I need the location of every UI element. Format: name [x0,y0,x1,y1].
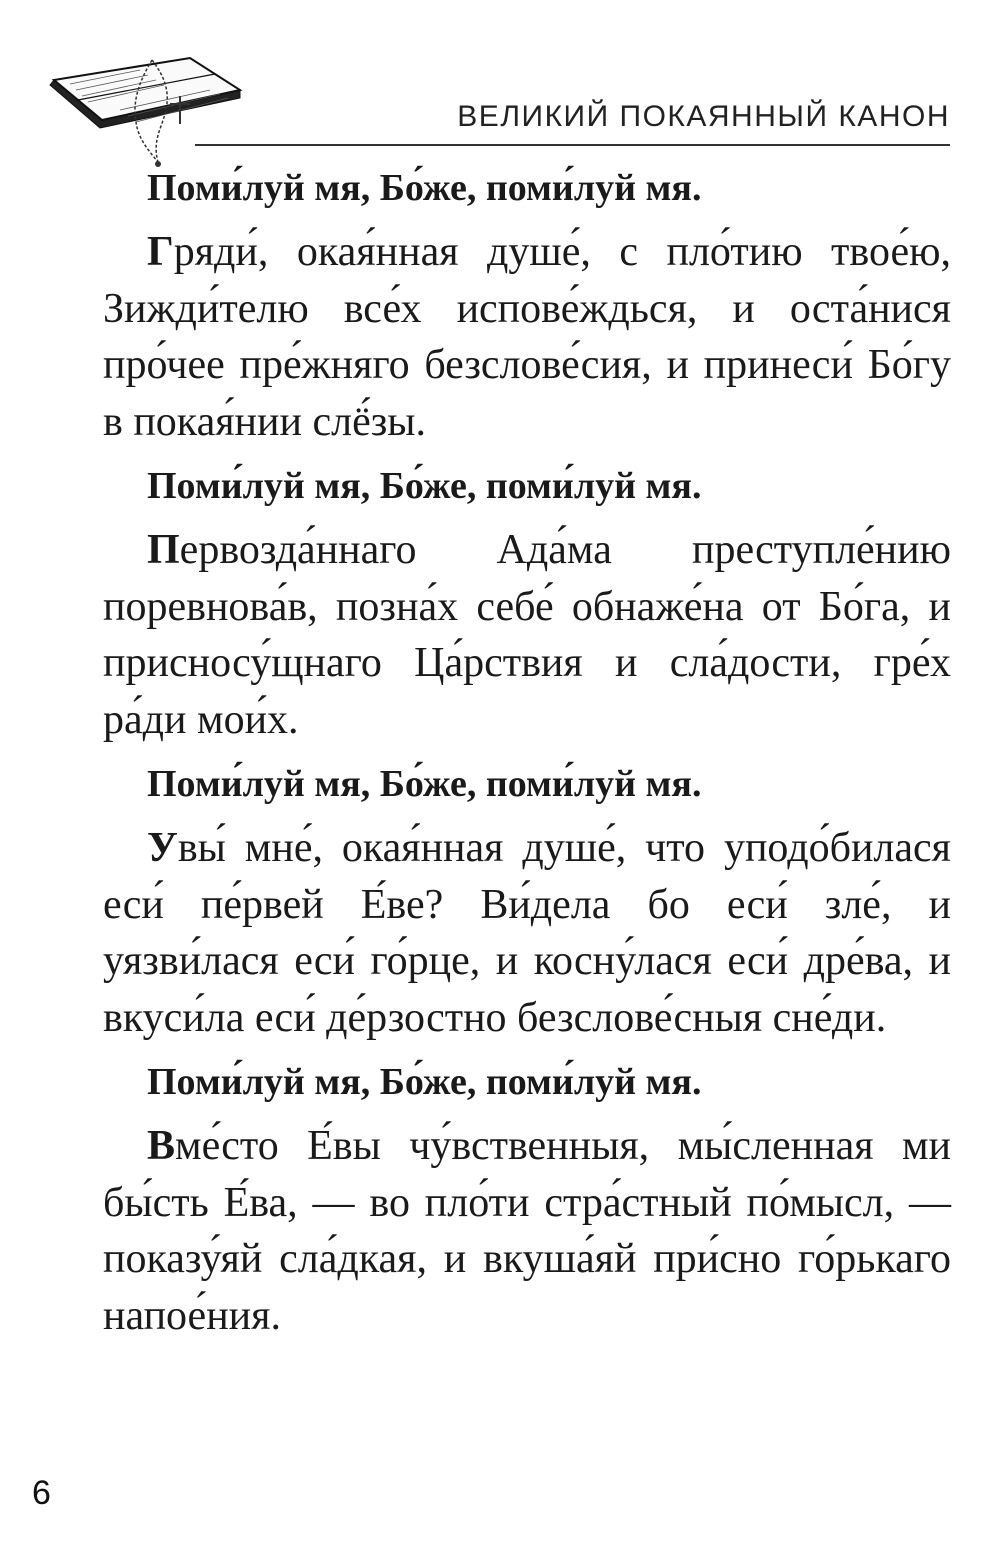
verse [103,820,951,1046]
canon-text [103,160,951,1352]
page-number: 6 [32,1474,51,1512]
verse-text: ме́сто Е́вы чу́вственныя, мы́сленная ми бы́сть Е́ва, — во пло́ти стра́стный по́мысл, — показу́яй сла́дкая, и вкуша́яй при́сно го́рькаго напое́ния. [103,1123,951,1339]
refrain: Поми́луй мя, Бо́же, поми́луй мя. [147,167,702,209]
open-book-with-rosary-icon [40,40,270,170]
verse-initial: У [147,825,178,871]
verse [103,1118,951,1344]
verse-initial: П [147,527,180,573]
refrain: Поми́луй мя, Бо́же, поми́луй мя. [147,1061,702,1103]
verse-text: вы́ мне́, окая́нная душе́, что уподо́билася еси́ пе́рвей Е́ве? Ви́дела бо еси́ зле́, и уязви́лася еси́ го́рце, и косну́лася еси́ дре́ва, и вкуси́ла еси́ де́рзостно безслове́сныя сне́ди. [103,825,951,1041]
verse-text: ервозда́ннаго Ада́ма преступле́нию поревнова́в, позна́х себе́ обнаже́на от Бо́га, и присносу́щнаго Ца́рствия и сла́дости, гре́х ра́ди мои́х. [103,527,951,743]
verse [103,224,951,450]
refrain: Поми́луй мя, Бо́же, поми́луй мя. [147,763,702,805]
verse [103,522,951,748]
verse-initial: Г [147,229,174,275]
verse-text: ряди́, окая́нная душе́, с пло́тию твое́ю, Зижди́телю все́х испове́ждься, и оста́нися про́чее пре́жняго безслове́сия, и принеси́ Бо́гу в покая́нии слё́зы. [103,229,951,445]
verse-initial: В [147,1123,176,1169]
running-title: ВЕЛИКИЙ ПОКАЯННЫЙ КАНОН [457,100,950,133]
refrain: Поми́луй мя, Бо́же, поми́луй мя. [147,465,702,507]
header-rule [195,144,950,146]
